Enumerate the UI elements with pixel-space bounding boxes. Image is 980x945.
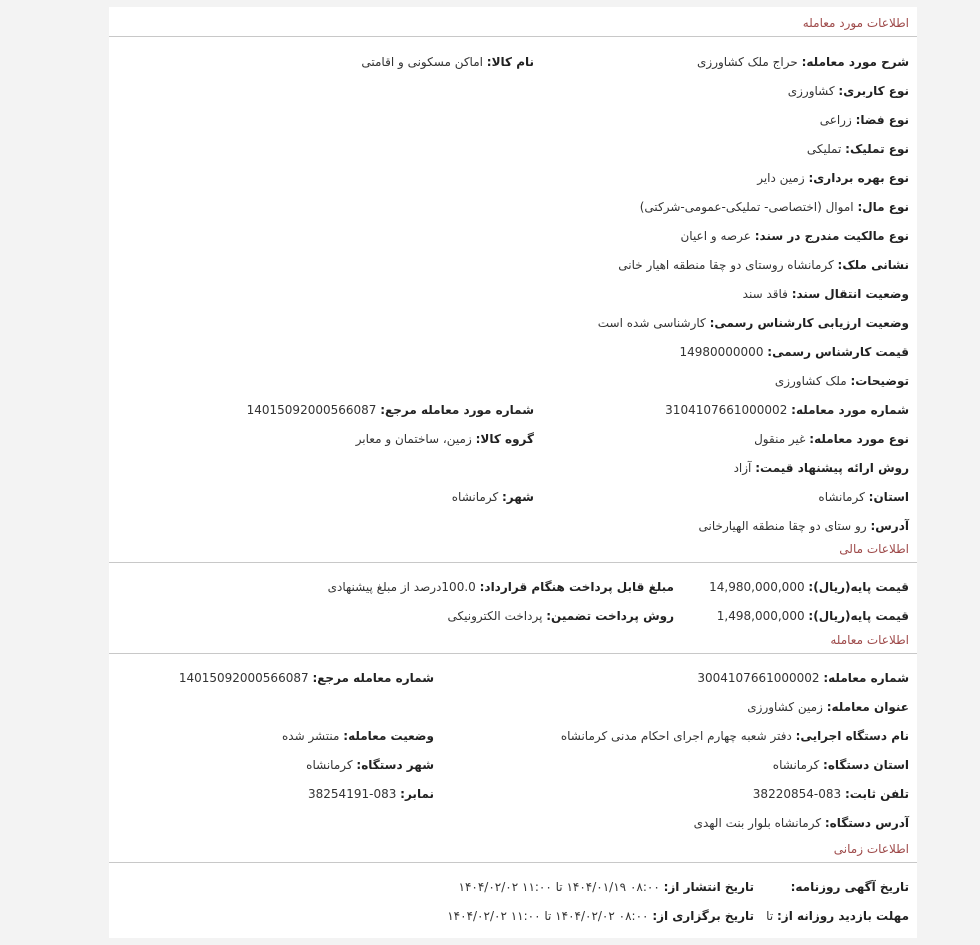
- field-phone: [753, 784, 909, 804]
- field-value: ملک کشاورزی: [774, 374, 847, 388]
- field-notes: [775, 371, 909, 391]
- field-property-address: [618, 255, 909, 275]
- field-value: 3004107661000002: [697, 671, 820, 685]
- field-value: دفتر شعبه چهارم اجرای احکام مدنی کرمانشاه: [560, 729, 792, 743]
- field-publish-date: [459, 877, 754, 897]
- field-label: وضعیت انتقال سند:: [791, 287, 909, 301]
- field-agency-province: [773, 755, 909, 775]
- field-label: آدرس:: [870, 519, 909, 533]
- field-label: وضعیت معامله:: [343, 729, 434, 743]
- field-label: نوع مورد معامله:: [809, 432, 909, 446]
- field-label: مهلت بازدید روزانه از:: [777, 909, 909, 923]
- field-label: وضعیت ارزیابی کارشناس رسمی:: [709, 316, 909, 330]
- field-value: زمین کشاورزی: [747, 700, 823, 714]
- field-value: زمین، ساختمان و معابر: [355, 432, 472, 446]
- field-value: عرصه و اعیان: [680, 229, 751, 243]
- field-city: [452, 487, 534, 507]
- field-label: شهر:: [502, 490, 534, 504]
- field-label: مبلغ قابل پرداخت هنگام قرارداد:: [479, 580, 674, 594]
- field-value: حراج ملک کشاورزی: [697, 55, 798, 69]
- field-value: کرمانشاه: [306, 758, 353, 772]
- field-label: شماره معامله:: [823, 671, 909, 685]
- field-usage: [788, 81, 909, 101]
- field-label: نام کالا:: [486, 55, 534, 69]
- field-label: گروه کالا:: [475, 432, 534, 446]
- field-value: زمین دایر: [757, 171, 805, 185]
- field-value: 083-38254191: [308, 787, 397, 801]
- field-value: کرمانشاه: [818, 490, 865, 504]
- field-value: تا: [766, 909, 774, 923]
- field-value: 1,498,000,000: [716, 609, 805, 623]
- field-bid-method: [734, 458, 909, 478]
- field-label: نوع مالکیت مندرج در سند:: [754, 229, 909, 243]
- field-label: روش ارائه پیشنهاد قیمت:: [755, 461, 909, 475]
- field-deal-title: [747, 697, 909, 717]
- section-title-time: اطلاعات زمانی: [109, 836, 917, 863]
- field-base-price-1: [709, 577, 909, 597]
- field-value: فاقد سند: [742, 287, 788, 301]
- field-value: 14980000000: [679, 345, 764, 359]
- field-label: عنوان معامله:: [826, 700, 909, 714]
- field-label: نوع تملیک:: [845, 142, 909, 156]
- field-label: نوع کاربری:: [838, 84, 909, 98]
- field-value: کرمانشاه: [451, 490, 499, 504]
- field-base-price-2: [717, 606, 909, 626]
- field-label: قیمت پایه(ریال):: [808, 580, 909, 594]
- field-value: زراعی: [819, 113, 852, 127]
- field-label: تاریخ انتشار از:: [663, 880, 754, 894]
- field-value: اماکن مسکونی و اقامتی: [361, 55, 483, 69]
- field-value: کرمانشاه: [772, 758, 820, 772]
- field-label: قیمت پایه(ریال):: [808, 609, 909, 623]
- field-label: استان دستگاه:: [823, 758, 909, 772]
- field-payable-amount: [328, 577, 674, 597]
- field-agency-address: [694, 813, 909, 833]
- field-item-name: [361, 52, 534, 72]
- field-label: شهر دستگاه:: [356, 758, 434, 772]
- auction-detail-panel: [109, 7, 917, 938]
- field-fax: [308, 784, 434, 804]
- field-label: نام دستگاه اجرایی:: [795, 729, 909, 743]
- field-ref-number: [247, 400, 534, 420]
- field-value: ۰۸:۰۰ ۱۴۰۴/۰۲/۰۲ تا ۱۱:۰۰ ۱۴۰۴/۰۲/۰۲: [447, 909, 649, 923]
- field-exploitation: [757, 168, 909, 188]
- field-value: پرداخت الکترونیکی: [447, 609, 543, 623]
- field-label: نوع فضا:: [855, 113, 909, 127]
- field-guarantee-method: [448, 606, 674, 626]
- field-ref-number-2: [179, 668, 434, 688]
- field-description: [697, 52, 909, 72]
- field-item-group: [356, 429, 534, 449]
- field-value: کرمانشاه روستای دو چقا منطقه اهیار خانی: [618, 258, 834, 272]
- field-label: تاریخ آگهی روزنامه:: [790, 880, 909, 894]
- field-value: تملیکی: [806, 142, 842, 156]
- field-deal-number: [665, 400, 909, 420]
- field-value: رو ستای دو چقا منطقه الهیارخانی: [698, 519, 867, 533]
- field-value: 14,980,000,000: [709, 580, 805, 594]
- field-value: 14015092000566087: [178, 671, 309, 685]
- field-ownership: [807, 139, 909, 159]
- field-label: نمابر:: [400, 787, 434, 801]
- field-address: [699, 516, 909, 536]
- field-label: استان:: [868, 490, 909, 504]
- field-label: شماره معامله مرجع:: [312, 671, 434, 685]
- field-value: غیر منقول: [754, 432, 806, 446]
- field-deed-ownership: [680, 226, 909, 246]
- field-value: 083-38220854: [752, 787, 842, 801]
- field-label: تلفن ثابت:: [844, 787, 909, 801]
- field-space: [820, 110, 909, 130]
- field-value: کارشناسی شده است: [597, 316, 706, 330]
- field-hold-date: [447, 906, 754, 926]
- field-expert-price: [679, 342, 909, 362]
- section-title-deal: اطلاعات معامله: [109, 627, 917, 654]
- field-value: ۰۸:۰۰ ۱۴۰۴/۰۱/۱۹ تا ۱۱:۰۰ ۱۴۰۴/۰۲/۰۲: [458, 880, 660, 894]
- field-value: کرمانشاه بلوار بنت الهدی: [693, 816, 822, 830]
- field-label: توضیحات:: [850, 374, 909, 388]
- field-deed-transfer: [743, 284, 909, 304]
- field-newspaper-date: [791, 877, 909, 897]
- field-value: اموال (اختصاصی- تملیکی-عمومی-شرکتی): [639, 200, 854, 214]
- field-value: منتشر شده: [281, 729, 340, 743]
- field-deal-number-2: [697, 668, 909, 688]
- field-expert-status: [598, 313, 909, 333]
- field-agency: [561, 726, 909, 746]
- field-label: آدرس دستگاه:: [824, 816, 909, 830]
- section-title-deal-info: اطلاعات مورد معامله: [109, 10, 917, 37]
- field-property-type: [640, 197, 909, 217]
- field-label: نشانی ملک:: [837, 258, 909, 272]
- field-value: 3104107661000002: [665, 403, 788, 417]
- field-value: 100.0درصد از مبلغ پیشنهادی: [327, 580, 476, 594]
- field-label: قیمت کارشناس رسمی:: [767, 345, 909, 359]
- field-value: کشاورزی: [787, 84, 835, 98]
- field-agency-city: [306, 755, 434, 775]
- field-value: 14015092000566087: [246, 403, 377, 417]
- field-label: نوع مال:: [857, 200, 909, 214]
- field-deal-type: [754, 429, 909, 449]
- field-label: شماره مورد معامله:: [791, 403, 909, 417]
- field-visit-deadline: [766, 906, 909, 926]
- field-label: تاریخ برگزاری از:: [652, 909, 754, 923]
- field-label: شماره مورد معامله مرجع:: [380, 403, 534, 417]
- field-label: روش پرداخت تضمین:: [546, 609, 674, 623]
- field-label: نوع بهره برداری:: [808, 171, 909, 185]
- field-value: آزاد: [733, 461, 752, 475]
- field-label: شرح مورد معامله:: [801, 55, 909, 69]
- field-deal-status: [282, 726, 434, 746]
- field-province: [818, 487, 909, 507]
- section-title-financial: اطلاعات مالی: [109, 536, 917, 563]
